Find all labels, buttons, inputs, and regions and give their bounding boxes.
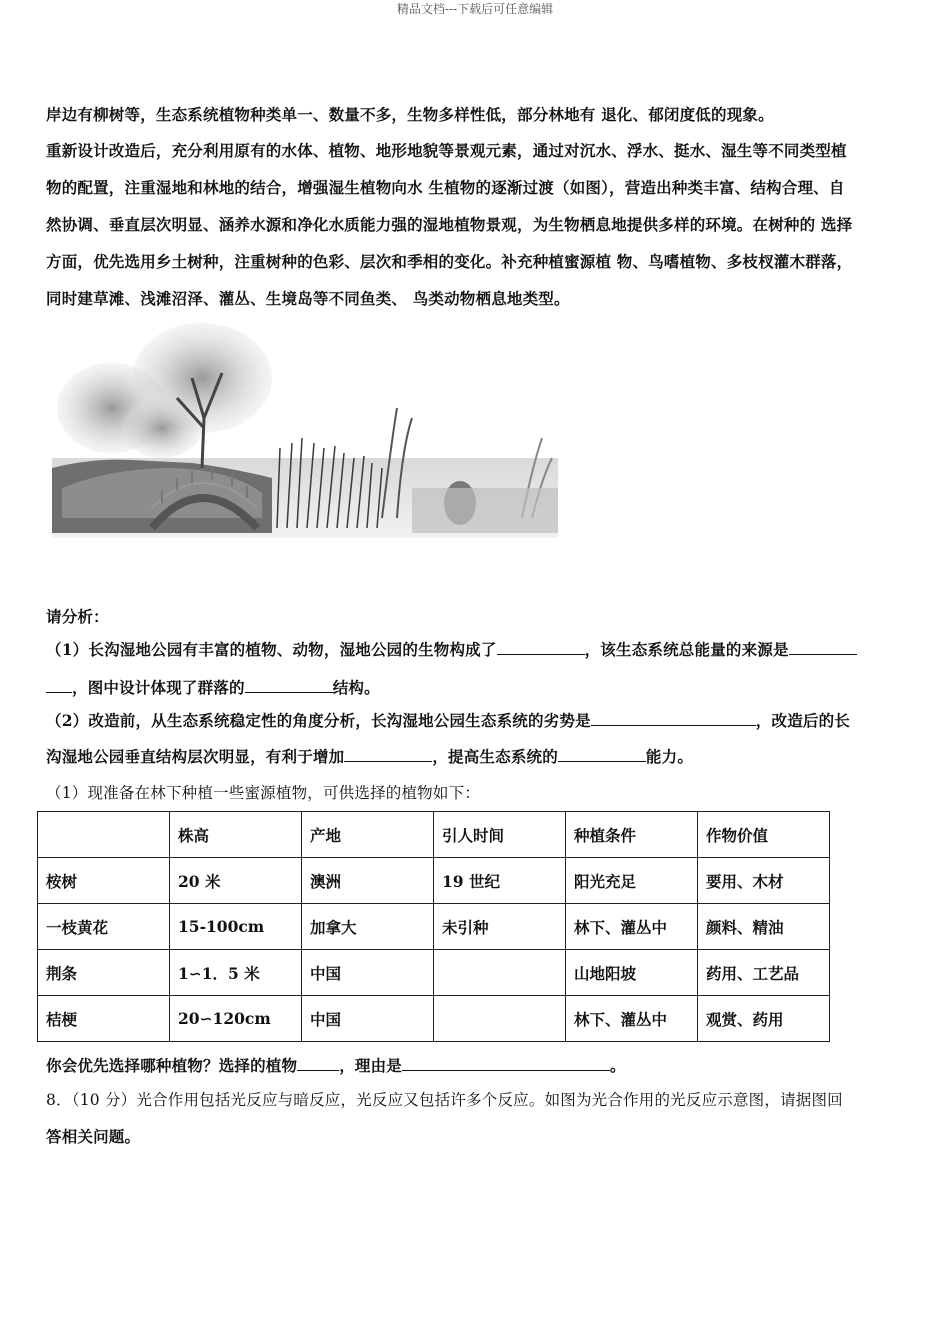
table-cell xyxy=(434,950,566,996)
question-2-text-b: ，改造后的长 xyxy=(755,711,850,730)
question-8-line-1: 8．（10 分）光合作用包括光反应与暗反应，光反应又包括许多个反应。如图为光合作用的光反应示意图，请据图回 xyxy=(46,1091,843,1109)
intro-line-2: 重新设计改造后，充分利用原有的水体、植物、地形地貌等景观元素，通过对沉水、浮水、挺水、湿生等不同类型植 xyxy=(46,141,847,160)
answer-blank-energy-source-cont[interactable] xyxy=(46,677,72,693)
question-3-text-b: ，理由是 xyxy=(339,1056,403,1075)
table-cell: 桉树 xyxy=(38,858,170,904)
table-row xyxy=(38,950,830,996)
answer-blank-increase[interactable] xyxy=(344,746,432,762)
table-cell: 颜料、精油 xyxy=(698,904,830,950)
table-row xyxy=(38,858,830,904)
intro-line-1: 岸边有柳树等，生态系统植物种类单一、数量不多，生物多样性低，部分林地有 退化、郁闭度低的现象。 xyxy=(46,105,774,124)
wetland-illustration xyxy=(52,318,558,566)
table-cell: 荆条 xyxy=(38,950,170,996)
answer-blank-disadvantage[interactable] xyxy=(591,710,756,726)
answer-blank-plant[interactable] xyxy=(297,1055,339,1071)
table-cell: 20 米 xyxy=(170,858,302,904)
table-cell: 19 世纪 xyxy=(434,858,566,904)
table-cell: 林下、灌丛中 xyxy=(566,996,698,1042)
question-2-line-2 xyxy=(46,745,906,767)
table-header-cell xyxy=(38,812,170,858)
table-header-row xyxy=(38,812,830,858)
question-1-text-b: ，该生态系统总能量的来源是 xyxy=(584,640,789,659)
table-cell: 15-100cm xyxy=(170,904,302,950)
table-header-cell: 种植条件 xyxy=(566,812,698,858)
analysis-prompt: 请分析： xyxy=(46,607,109,626)
table-cell: 中国 xyxy=(302,950,434,996)
table-cell: 桔梗 xyxy=(38,996,170,1042)
question-8-line-2: 答相关问题。 xyxy=(46,1127,141,1146)
answer-blank-structure[interactable] xyxy=(245,677,333,693)
question-2-text-c: 沟湿地公园垂直结构层次明显，有利于增加 xyxy=(46,747,345,766)
table-header-cell: 株高 xyxy=(170,812,302,858)
table-row xyxy=(38,904,830,950)
table-cell: 未引种 xyxy=(434,904,566,950)
table-cell: 20∽120cm xyxy=(170,996,302,1042)
question-2-line-1 xyxy=(46,709,906,731)
intro-line-6: 同时建草滩、浅滩沼泽、灌丛、生境岛等不同鱼类、 鸟类动物栖息地类型。 xyxy=(46,289,570,308)
table-cell: 澳洲 xyxy=(302,858,434,904)
page-header: 精品文档---下载后可任意编辑 xyxy=(396,2,554,16)
answer-blank-reason[interactable] xyxy=(402,1055,610,1071)
table-cell: 一枝黄花 xyxy=(38,904,170,950)
table-row xyxy=(38,996,830,1042)
intro-line-3: 物的配置，注重湿地和林地的结合，增强湿生植物向水 生植物的逐渐过渡（如图），营造出种类丰富、结构合理、自 xyxy=(46,178,845,197)
table-header-cell: 引人时间 xyxy=(434,812,566,858)
question-1-line-1 xyxy=(46,638,906,660)
table-cell: 阳光充足 xyxy=(566,858,698,904)
question-2-text-a: （2）改造前，从生态系统稳定性的角度分析，长沟湿地公园生态系统的劣势是 xyxy=(46,711,591,730)
table-cell: 中国 xyxy=(302,996,434,1042)
table-cell: 药用、工艺品 xyxy=(698,950,830,996)
question-1-text-c: ，图中设计体现了群落的 xyxy=(72,678,245,697)
question-2-text-e: 能力。 xyxy=(645,747,694,766)
table-cell: 观赏、药用 xyxy=(698,996,830,1042)
question-1-line-2 xyxy=(46,676,906,698)
question-2-text-d: ，提高生态系统的 xyxy=(432,747,558,766)
answer-blank-energy-source[interactable] xyxy=(789,639,857,655)
table-cell: 山地阳坡 xyxy=(566,950,698,996)
question-3-text-a: 你会优先选择哪种植物？选择的植物 xyxy=(46,1056,298,1075)
plant-table xyxy=(37,811,830,1042)
question-3-intro: （1）现准备在林下种植一些蜜源植物，可供选择的植物如下： xyxy=(46,784,480,802)
answer-blank-community[interactable] xyxy=(497,639,585,655)
question-1-text-a: （1）长沟湿地公园有丰富的植物、动物，湿地公园的生物构成了 xyxy=(46,640,497,659)
intro-line-5: 方面，优先选用乡土树种，注重树种的色彩、层次和季相的变化。补充种植蜜源植 物、鸟嗜植物、多枝杈灌木群落， xyxy=(46,252,853,271)
table-cell: 要用、木材 xyxy=(698,858,830,904)
question-3-text-c: 。 xyxy=(610,1056,626,1075)
question-3-line xyxy=(46,1054,906,1076)
table-cell: 加拿大 xyxy=(302,904,434,950)
table-header-cell: 作物价值 xyxy=(698,812,830,858)
intro-line-4: 然协调、垂直层次明显、涵养水源和净化水质能力强的湿地植物景观，为生物栖息地提供多样的环境。在树种的 选择 xyxy=(46,215,853,234)
answer-blank-stability[interactable] xyxy=(558,746,646,762)
table-header-cell: 产地 xyxy=(302,812,434,858)
question-1-text-d: 结构。 xyxy=(332,678,380,697)
table-cell: 1∽1．5 米 xyxy=(170,950,302,996)
table-cell xyxy=(434,996,566,1042)
table-cell: 林下、灌丛中 xyxy=(566,904,698,950)
